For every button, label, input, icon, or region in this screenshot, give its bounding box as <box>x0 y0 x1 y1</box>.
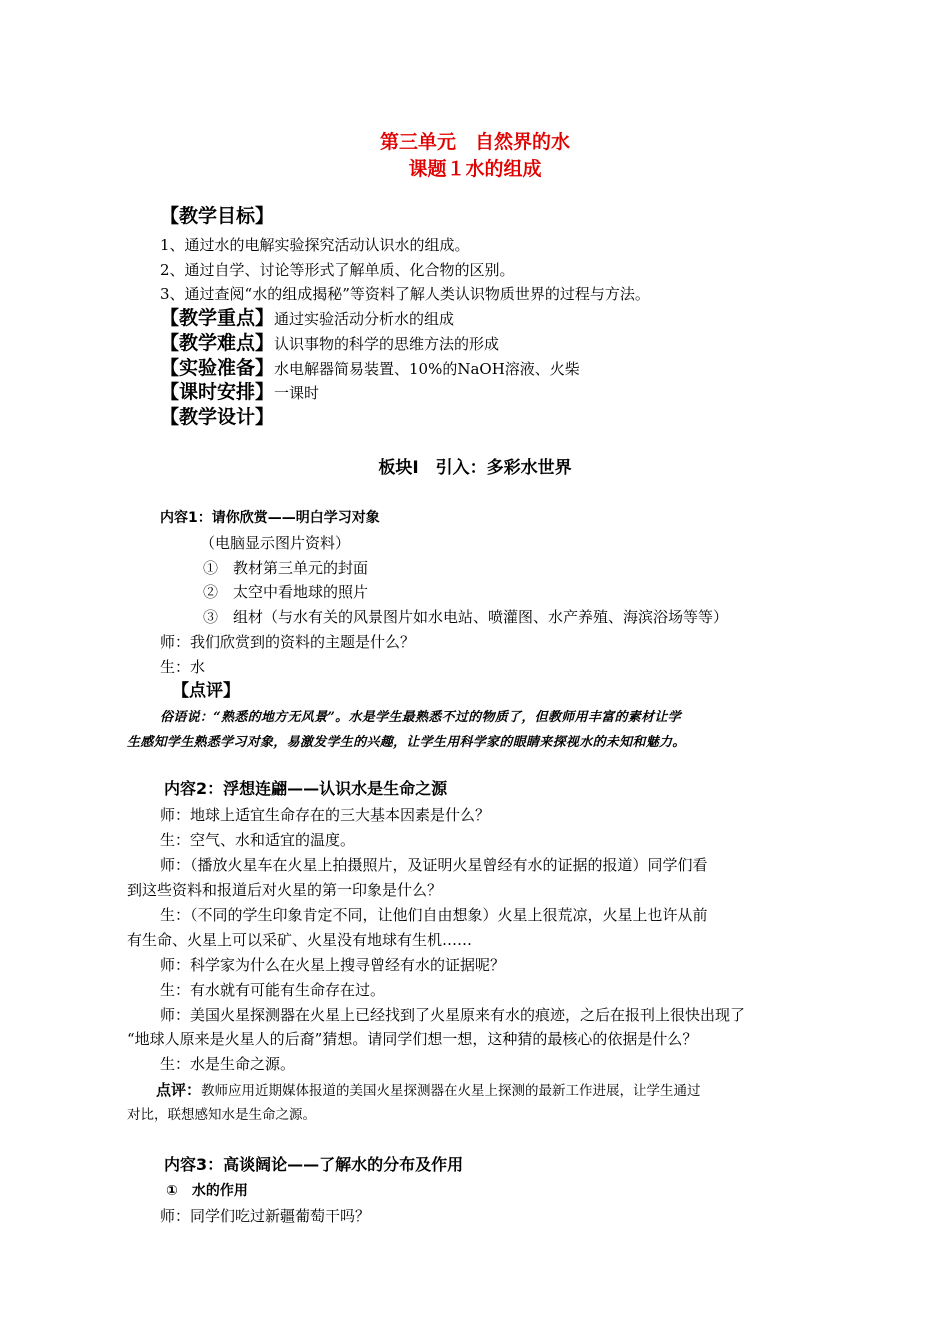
content2-line-9: 师：美国火星探测器在火星上已经找到了火星原来有水的痕迹，之后在报刊上很快出现了 <box>160 1006 746 1024</box>
content2-review-line-1: 教师应用近期媒体报道的美国火星探测器在火星上探测的最新工作进展，让学生通过 <box>201 1083 701 1099</box>
key-point-heading: 【教学重点】 <box>160 307 275 329</box>
content1-review-heading: 【点评】 <box>172 681 240 701</box>
content2-review-row <box>156 1080 701 1101</box>
design-heading: 【教学设计】 <box>160 406 275 428</box>
content3-sub: ① 水的作用 <box>166 1183 248 1199</box>
content1-line-1: （电脑显示图片资料） <box>200 534 351 552</box>
schedule-row <box>160 382 319 403</box>
content2-line-5: 生：（不同的学生印象肯定不同，让他们自由想象）火星上很荒凉，火星上也许从前 <box>160 906 708 924</box>
content3-line-1: 师：同学们吃过新疆葡萄干吗？ <box>160 1207 371 1225</box>
content2-line-8: 生：有水就有可能有生命存在过。 <box>160 981 386 999</box>
preparation-row <box>160 358 580 379</box>
content1-review-line-2: 生感知学生熟悉学习对象，易激发学生的兴趣，让学生用科学家的眼睛来探视水的未知和魅力。 <box>127 735 686 750</box>
content2-line-2: 生：空气、水和适宜的温度。 <box>160 831 356 849</box>
content1-line-5: 师：我们欣赏到的资料的主题是什么？ <box>160 633 416 651</box>
preparation-heading: 【实验准备】 <box>160 357 275 379</box>
content2-line-10: “地球人原来是火星人的后裔”猜想。请同学们想一想，这种猜的最核心的依据是什么？ <box>127 1030 698 1048</box>
key-point-text: 通过实验活动分析水的组成 <box>274 310 455 328</box>
content1-line-3: ② 太空中看地球的照片 <box>203 583 369 601</box>
content2-line-4: 到这些资料和报道后对火星的第一印象是什么？ <box>127 881 443 899</box>
difficulty-heading: 【教学难点】 <box>160 332 275 354</box>
content1-line-6: 生：水 <box>160 658 206 676</box>
objectives-heading: 【教学目标】 <box>160 205 275 227</box>
content2-line-1: 师：地球上适宜生命存在的三大基本因素是什么？ <box>160 806 491 824</box>
lesson-title: 课题１水的组成 <box>408 158 542 180</box>
content1-line-2: ① 教材第三单元的封面 <box>203 559 369 577</box>
content2-line-3: 师：（播放火星车在火星上拍摄照片，及证明火星曾经有水的证据的报道）同学们看 <box>160 856 708 874</box>
objective-item-1: 1、通过水的电解实验探究活动认识水的组成。 <box>160 236 470 254</box>
preparation-text: 水电解器简易装置、10%的NaOH溶液、火柴 <box>274 360 580 378</box>
difficulty-row <box>160 333 499 354</box>
content2-line-7: 师：科学家为什么在火星上搜寻曾经有水的证据呢？ <box>160 956 506 974</box>
content3-heading: 内容3：高谈阔论——了解水的分布及作用 <box>164 1155 464 1174</box>
unit-title: 第三单元 自然界的水 <box>379 131 570 153</box>
block1-title: 板块Ⅰ 引入：多彩水世界 <box>378 458 572 478</box>
content2-line-6: 有生命、火星上可以采矿、火星没有地球有生机…… <box>127 931 473 949</box>
content2-line-11: 生：水是生命之源。 <box>160 1055 296 1073</box>
content2-heading: 内容2：浮想连翩——认识水是生命之源 <box>164 779 448 798</box>
content1-heading: 内容1：请你欣赏——明白学习对象 <box>160 510 380 526</box>
objective-item-3: 3、通过查阅“水的组成揭秘”等资料了解人类认识物质世界的过程与方法。 <box>160 285 650 303</box>
difficulty-text: 认识事物的科学的思维方法的形成 <box>274 335 500 353</box>
schedule-heading: 【课时安排】 <box>160 381 275 403</box>
content1-line-4: ③ 组材（与水有关的风景图片如水电站、喷灌图、水产养殖、海滨浴场等等） <box>203 608 729 626</box>
objective-item-2: 2、通过自学、讨论等形式了解单质、化合物的区别。 <box>160 261 515 279</box>
content2-review-label: 点评： <box>156 1081 202 1099</box>
schedule-text: 一课时 <box>274 384 320 402</box>
content1-review-line-1: 俗语说：“熟悉的地方无风景”。水是学生最熟悉不过的物质了，但教师用丰富的素材让学 <box>160 710 681 725</box>
key-point-row <box>160 308 454 329</box>
content2-review-line-2: 对比，联想感知水是生命之源。 <box>127 1107 316 1123</box>
